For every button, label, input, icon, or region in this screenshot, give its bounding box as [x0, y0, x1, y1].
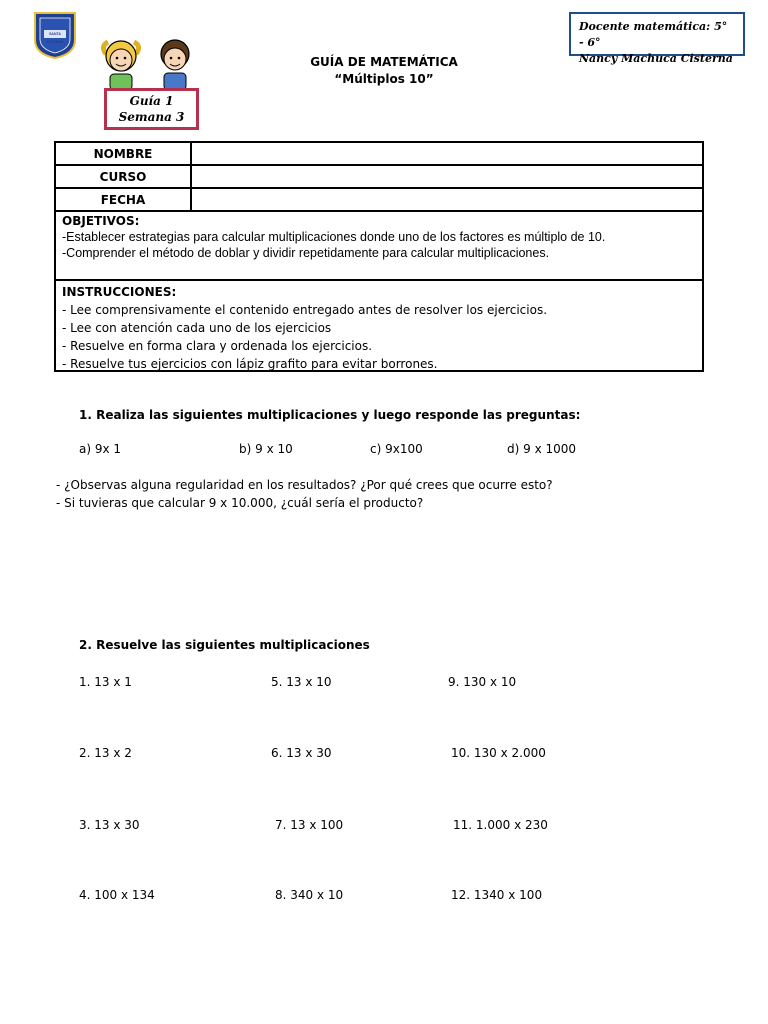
name-field[interactable] — [191, 142, 703, 165]
exercise-item: 12. 1340 x 100 — [451, 888, 543, 902]
course-field[interactable] — [191, 165, 703, 188]
exercise-item: 4. 100 x 134 — [79, 888, 155, 902]
exercise-item: c) 9x100 — [370, 442, 423, 456]
instruction-item: - Resuelve en forma clara y ordenada los ejercicios. — [62, 339, 373, 353]
question-item: - ¿Observas alguna regularidad en los resultados? ¿Por qué crees que ocurre esto? — [56, 478, 553, 492]
question-item: - Si tuvieras que calcular 9 x 10.000, ¿cuál sería el producto? — [56, 496, 424, 510]
week-sign — [104, 88, 199, 130]
teacher-name: Nancy Machuca Cisterna — [579, 52, 733, 65]
section2-heading: 2. Resuelve las siguientes multiplicaciones — [79, 638, 370, 652]
page-subtitle: “Múltiplos 10” — [334, 72, 434, 86]
exercise-item: 2. 13 x 2 — [79, 746, 132, 760]
objective-item: -Comprender el método de doblar y dividir repetidamente para calcular multiplicaciones. — [62, 246, 550, 260]
exercise-item: 1. 13 x 1 — [79, 675, 132, 689]
date-field[interactable] — [191, 188, 703, 211]
instruction-item: - Lee comprensivamente el contenido entregado antes de resolver los ejercicios. — [62, 303, 548, 317]
exercise-item: 9. 130 x 10 — [448, 675, 517, 689]
page-title: GUÍA DE MATEMÁTICA — [310, 55, 458, 69]
teacher-box — [569, 12, 745, 65]
section1-heading: 1. Realiza las siguientes multiplicaciones y luego responde las preguntas: — [79, 408, 581, 422]
name-label: NOMBRE — [55, 142, 191, 165]
date-label: FECHA — [55, 188, 191, 211]
info-row — [55, 188, 703, 211]
objectives-heading: OBJETIVOS: — [62, 214, 140, 228]
exercise-item: b) 9 x 10 — [239, 442, 293, 456]
school-logo — [30, 10, 80, 60]
objectives-box — [54, 211, 704, 281]
exercise-item: 8. 340 x 10 — [275, 888, 344, 902]
instruction-item: - Lee con atención cada uno de los ejercicios — [62, 321, 332, 335]
exercise-item: 7. 13 x 100 — [275, 818, 344, 832]
objective-item: -Establecer estrategias para calcular multiplicaciones donde uno de los factores es múltiplo de 10. — [62, 230, 606, 244]
exercise-item: d) 9 x 1000 — [507, 442, 577, 456]
exercise-item: 6. 13 x 30 — [271, 746, 332, 760]
student-info-table — [54, 141, 704, 212]
instructions-box — [54, 281, 704, 372]
teacher-subject: Docente matemática: 5° - 6° — [579, 20, 728, 49]
exercise-item: 11. 1.000 x 230 — [453, 818, 548, 832]
info-row — [55, 165, 703, 188]
course-label: CURSO — [55, 165, 191, 188]
instruction-item: - Resuelve tus ejercicios con lápiz grafito para evitar borrones. — [62, 357, 438, 371]
logo-text: SANTA VICTORIA — [46, 32, 64, 44]
exercise-item: 10. 130 x 2.000 — [451, 746, 546, 760]
exercise-item: a) 9x 1 — [79, 442, 122, 456]
exercise-item: 5. 13 x 10 — [271, 675, 332, 689]
sign-week: Semana 3 — [118, 110, 185, 124]
info-row — [55, 142, 703, 165]
exercise-item: 3. 13 x 30 — [79, 818, 140, 832]
sign-guide: Guía 1 — [129, 94, 174, 108]
instructions-heading: INSTRUCCIONES: — [62, 285, 177, 299]
